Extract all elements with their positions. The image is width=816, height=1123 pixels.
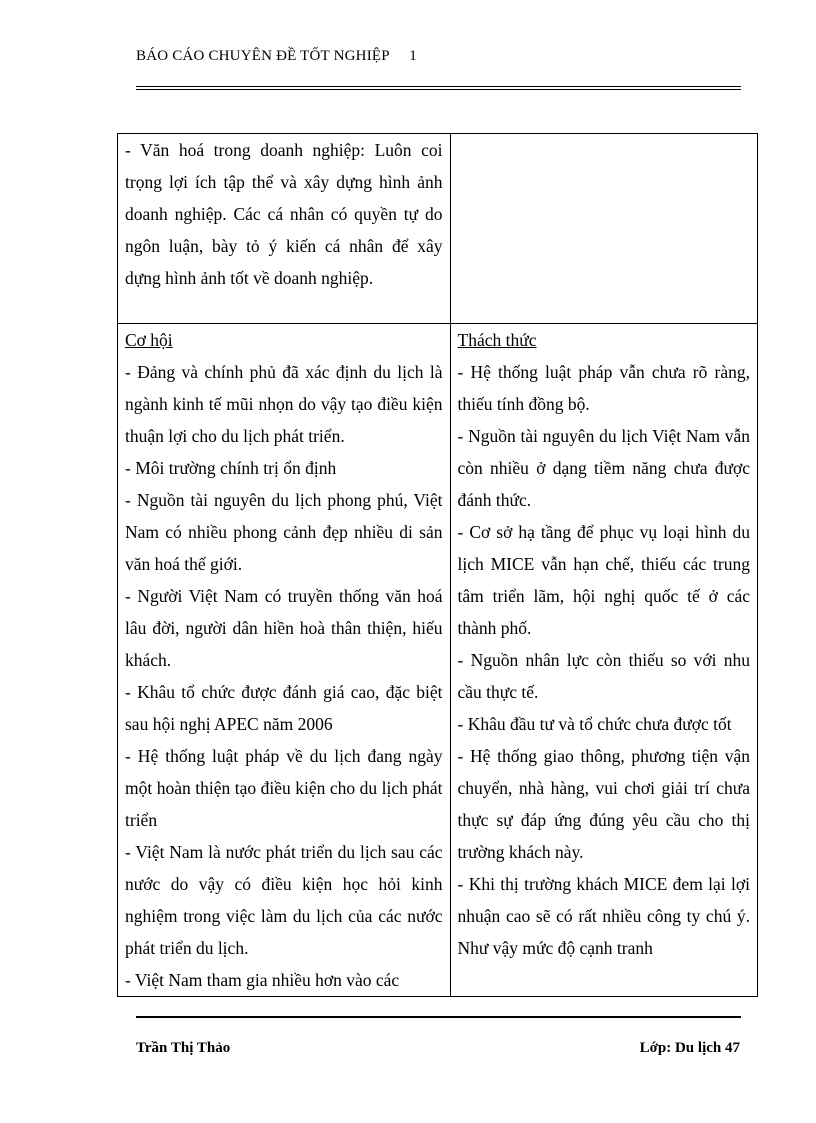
author-name: Trần Thị Thảo [136,1040,231,1056]
threat-item: - Nguồn tài nguyên du lịch Việt Nam vẫn còn nhiều ở dạng tiềm năng chưa được đánh thức. [457,426,750,510]
class-label: Lớp: Du lịch 47 [639,1040,740,1056]
swot-table [117,133,758,997]
threats-cell [450,324,757,997]
report-title: BÁO CÁO CHUYÊN ĐỀ TỐT NGHIỆP [136,48,390,64]
threat-item: - Hệ thống luật pháp vẫn chưa rõ ràng, thiếu tính đồng bộ. [457,362,750,414]
opportunity-item: - Đảng và chính phủ đã xác định du lịch là ngành kinh tế mũi nhọn do vậy tạo điều kiện thuận lợi cho du lịch phát triển. [125,362,443,446]
threat-item: - Khâu đầu tư và tổ chức chưa được tốt [457,714,732,734]
opportunity-item: - Việt Nam tham gia nhiều hơn vào các [125,970,400,990]
culture-cell [118,134,451,324]
threat-item: - Cơ sở hạ tầng để phục vụ loại hình du lịch MICE vẫn hạn chế, thiếu các trung tâm triển lãm, hội nghị quốc tế ở các thành phố. [457,522,750,638]
opportunity-item: - Khâu tổ chức được đánh giá cao, đặc biệt sau hội nghị APEC năm 2006 [125,682,443,734]
opportunity-item: - Người Việt Nam có truyền thống văn hoá lâu đời, người dân hiền hoà thân thiện, hiếu khách. [125,586,443,670]
page-header [136,48,417,65]
opportunity-item: - Nguồn tài nguyên du lịch phong phú, Việt Nam có nhiều phong cảnh đẹp nhiều di sản văn hoá thế giới. [125,490,443,574]
opportunities-heading: Cơ hội [125,330,173,350]
threats-heading: Thách thức [457,330,537,350]
opportunities-cell [118,324,451,997]
opportunity-item: - Môi trường chính trị ổn định [125,458,337,478]
empty-cell [450,134,757,324]
threat-item: - Nguồn nhân lực còn thiếu so với nhu cầu thực tế. [457,650,750,702]
threat-item: - Hệ thống giao thông, phương tiện vận chuyển, nhà hàng, vui chơi giải trí chưa thực sự đáp ứng đúng yêu cầu cho thị trường khách này. [457,746,750,862]
page-number: 1 [409,48,417,64]
culture-text: - Văn hoá trong doanh nghiệp: Luôn coi trọng lợi ích tập thể và xây dựng hình ảnh doanh nghiệp. Các cá nhân có quyền tự do ngôn luận, bày tỏ ý kiến cá nhân để xây dựng hình ảnh tốt về doanh nghiệp. [125,140,443,288]
opportunity-item: - Hệ thống luật pháp về du lịch đang ngày một hoàn thiện tạo điều kiện cho du lịch phát triển [125,746,443,830]
header-divider [136,86,741,90]
footer-divider [136,1016,741,1018]
table-row [118,134,758,324]
opportunity-item: - Việt Nam là nước phát triển du lịch sau các nước do vậy có điều kiện học hỏi kinh nghiệm trong việc làm du lịch của các nước phát triển du lịch. [125,842,443,958]
table-row [118,324,758,997]
threat-item: - Khi thị trường khách MICE đem lại lợi nhuận cao sẽ có rất nhiều công ty chú ý. Như vậy mức độ cạnh tranh [457,874,750,958]
